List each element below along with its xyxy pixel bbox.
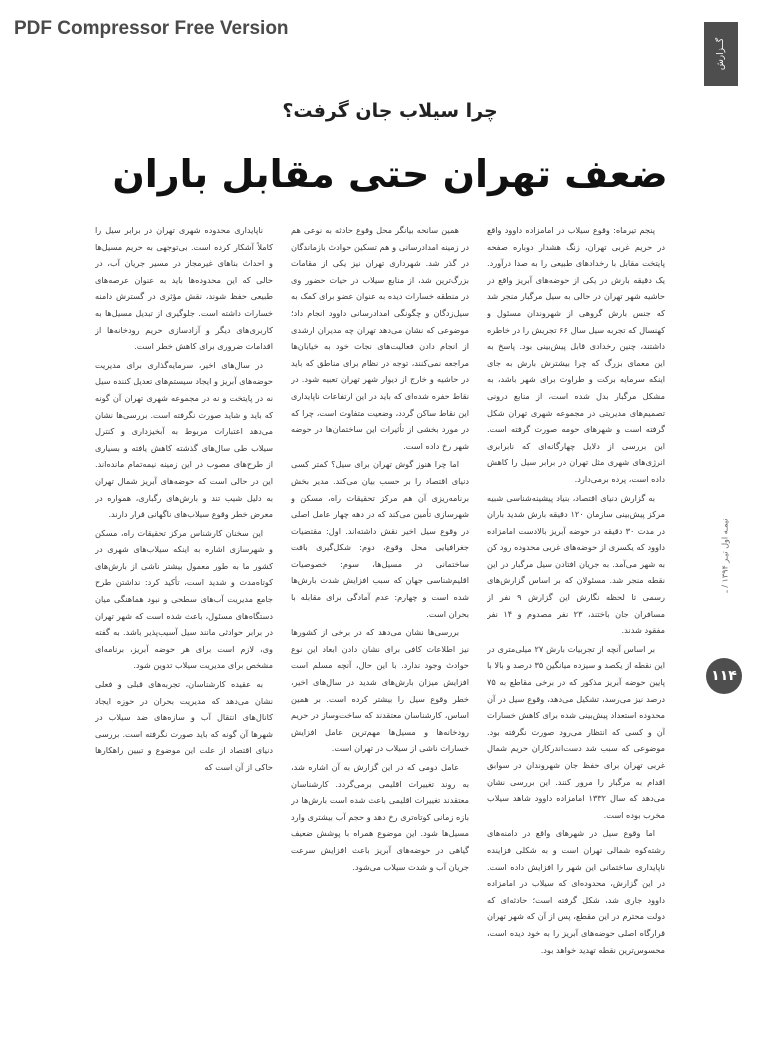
paragraph: این سخنان کارشناس مرکز تحقیقات راه، مسکن و شهرسازی اشاره به اینکه سیلاب‌های شهری در کشور ما به طور معمول بیشتر ناشی از بارش‌های کوتاه‌مدت و شدید است، تأکید کرد: نداشتن طرح جامع مدیریت آب‌های سطحی و نبود هماهنگی میان دستگاه‌های مسئول، باعث شده است که شهر تهران در برابر حوادثی مانند سیل آسیب‌پذیر باشد. به گفته وی، لازم است برای هر حوضه آبریز، برنامه‌ای مشخص برای مدیریت سیلاب تدوین شود.	[95, 527, 273, 671]
page-number: ۱۱۴	[706, 658, 742, 694]
paragraph: به عقیده کارشناسان، تجربه‌های قبلی و فعلی نشان می‌دهد که مدیریت بحران در حوزه ایجاد کانال‌های انتقال آب و سازه‌های ضد سیلاب در شهرها آن گونه که باید صورت نگرفته است. بررسی دنیای اقتصاد از علت این موضوع و تبیین راهکارها حاکی از آن است که	[95, 679, 273, 772]
issue-info-label: نیمـه اول تیـر ۱۳۹۴ / ـ	[720, 517, 730, 593]
paragraph: پنجم تیرماه: وقوع سیلاب در امامزاده داوود واقع در حریم غربی تهران، زنگ هشدار دوباره صفحه پایتخت مقابل با رخدادهای طبیعی را به صدا درآورد. یک دقیقه بارش در یکی از حوضه‌های آبریز واقع در حاشیه شهر تهران در حالی به سیل مرگبار منجر شد که جنس بارش گروهی از شهروندان مسئول و کهنسال که تجربه سیل سال ۶۶ تجریش را در خاطره داشتند، چنین رخدادی قابل پیش‌بینی بود. پاسخ به این معمای بزرگ که چرا بیشترش بارش به جای اینکه سرمایه برکت و طراوت برای شهر باشد، به مشکل مرگبار بدل شده است، از منابع درونی تصمیم‌های مدیریتی در مجموعه شهری تهران شکل گرفته است و شهرهای حومه صورت گرفته است. این بررسی از دلایل چهارگانه‌ای که نابرابری انرژی‌های شهری مثل تهران در برابر سیل را کاهش داده است، پرده برمی‌دارد.	[487, 225, 665, 484]
paragraph: به گزارش دنیای اقتصاد، بنیاد پیشینه‌شناسی شبیه مرکز پیش‌بینی سازمان ۱۲۰ دقیقه بارش شدید باران در مدت ۳۰ دقیقه در حوضه آبریز بالادست امامزاده داوود که یکسری از حوضه‌های غربی محدوده رود کن به شهر می‌آمد. به جریان افتادن سیل مرگبار در این نقطه منجر شد. مسئولان که بر اساس گزارش‌های رسمی تا لحظه نگارش این گزارش ۹ نفر از مسافران جان باختند، ۲۳ نفر مصدوم و ۱۴ نفر مفقود شدند.	[487, 492, 665, 636]
paragraph: همین سانحه بیانگر محل وقوع حادثه به نوعی هم در زمینه امدادرسانی و هم تسکین حوادث بازماندگان در گذر شد. شهرداری تهران نیز یکی از مقامات بزرگ‌ترین شد، از منابع سیلاب در حیات حضور وی در منطقه خسارات دیده به عنوان عضو برای کمک به سیل‌زدگان و چگونگی امدادرسانی داوود انجام داد؛ موضوعی که نشان می‌دهد تهران چه مدیران ارشدی از انجام دادن فعالیت‌های نجات خود به خیابان‌ها مراجعه نمی‌کنند، توجه در نظام برای مناطق که باید در حاشیه و خارج از دیوار شهر تهران تعبیه شود. در نقاط حفره شده‌ای که باید در این ارتفاعات ناپایداری این نقاط ساکن گردد، وضعیت متفاوت است، چرا که در مورد بخشی از تأثیرات این ساختمان‌ها در حوضه شهر رخ داده است.	[291, 225, 469, 451]
article-subtitle: چرا سیلاب جان گرفت؟	[282, 100, 498, 122]
issue-info	[714, 470, 736, 640]
column-3	[95, 222, 273, 992]
column-1	[487, 222, 665, 992]
paragraph: ناپایداری محدوده شهری تهران در برابر سیل را کاملاً آشکار کرده است. بی‌توجهی به حریم مسیل‌ها و احداث بناهای غیرمجاز در مسیر جریان آب، در حالی که این محدوده‌ها باید به عنوان عرصه‌های طبیعی حفظ شوند، نقش مؤثری در گسترش دامنه خسارات داشته است. جلوگیری از تبدیل مسیل‌ها به کاربری‌های دیگر و آزادسازی حریم رودخانه‌ها از اقدامات ضروری برای کاهش خطر است.	[95, 225, 273, 352]
section-tab-label: گــزارش	[715, 37, 726, 71]
article-body	[95, 222, 665, 992]
column-2	[291, 222, 469, 992]
paragraph: اما وقوع سیل در شهرهای واقع در دامنه‌های رشته‌کوه شمالی تهران است و به شکلی فزاینده ناپایداری ساختمانی این شهر را افزایش داده است. در این گزارش، محدوده‌ای که سیلاب در امامزاده داوود جاری شد، شکل گرفته است؛ حادثه‌ای که دولت محترم در این مقطع، پس از آن که شهر تهران قرارگاه اصلی حوضه‌های آبریز را به خود دیده است، محسوس‌ترین نقطه تهدید خواهد بود.	[487, 828, 665, 955]
paragraph: عامل دومی که در این گزارش به آن اشاره شد، به روند تغییرات اقلیمی برمی‌گردد. کارشناسان معتقدند تغییرات اقلیمی باعث شده است بارش‌ها در بازه زمانی کوتاه‌تری رخ دهد و حجم آب بیشتری وارد مسیل‌ها شود. این موضوع همراه با پوشش ضعیف گیاهی در حوضه‌های آبریز باعث افزایش سرعت جریان آب و شدت سیلاب می‌شود.	[291, 762, 469, 872]
paragraph: بر اساس آنچه از تجربیات بارش ۲۷ میلی‌متری در این نقطه از یکصد و سیزده میانگین ۳۵ درصد و بالا با پایین حوضه آبریز مذکور که در برخی مقاطع به ۷۵ درصد نیز می‌رسد، تشکیل می‌دهد، وقوع سیل در آن محدوده استعداد پیش‌بینی شده برای کاهش خسارات آن و کسی که انتظار می‌رود صورت نگرفته بود. موضوعی که سبب شد دست‌اندرکاران حریم شمال غربی تهران برای حفظ جان شهروندان در سوابق اقدام به مرگبار را مرور کنند. این بررسی نشان می‌دهد که سال ۱۳۳۲ امامزاده داوود شاهد سیلاب مخرب بوده است.	[487, 643, 665, 820]
paragraph: اما چرا هنوز گوش تهران برای سیل؟ کمتر کسی دنیای اقتصاد را بر حسب بیان می‌کند. مدیر بخش برنامه‌ریزی آن هم مرکز تحقیقات راه، مسکن و شهرسازی تأمین می‌کند که در دهه چهار عامل اصلی در وقوع سیل اخیر نقش داشته‌اند. اول: مقتضیات جغرافیایی محل وقوع، دوم: شکل‌گیری بافت ساختمانی در مسیل‌ها، سوم: خصوصیات اقلیم‌شناسی جهان که سبب افزایش شدت بارش‌ها شده است و چهارم: عدم آمادگی برای مقابله با بحران است.	[291, 459, 469, 619]
paragraph: در سال‌های اخیر، سرمایه‌گذاری برای مدیریت حوضه‌های آبریز و ایجاد سیستم‌های تعدیل کننده سیل نه در پایتخت و نه در مجموعه شهری تهران آن گونه که باید و شاید صورت نگرفته است. بررسی‌ها نشان می‌دهد اعتبارات مربوط به آبخیزداری و کنترل سیلاب طی سال‌های گذشته کاهش یافته و بسیاری از طرح‌های مصوب در این زمینه نیمه‌تمام مانده‌اند. این در حالی است که حوضه‌های آبریز شمال تهران به دلیل شیب تند و بارش‌های رگباری، همواره در معرض خطر وقوع سیلاب‌های ناگهانی قرار دارند.	[95, 359, 273, 520]
headline	[100, 84, 680, 196]
article-title: ضعف تهران حتی مقابل باران	[112, 152, 668, 196]
paragraph: بررسی‌ها نشان می‌دهد که در برخی از کشورها نیز اطلاعات کافی برای نشان دادن ابعاد این نوع حوادث وجود ندارد. با این حال، آنچه مسلم است افزایش میزان بارش‌های شدید در سال‌های اخیر، خطر وقوع سیل را بیشتر کرده است. بر همین اساس، کارشناسان معتقدند که ساخت‌وساز در حریم رودخانه‌ها و مسیل‌ها مهم‌ترین عامل افزایش خسارات ناشی از سیلاب در تهران است.	[291, 627, 469, 754]
section-tab	[704, 22, 738, 86]
watermark: PDF Compressor Free Version	[14, 18, 289, 39]
